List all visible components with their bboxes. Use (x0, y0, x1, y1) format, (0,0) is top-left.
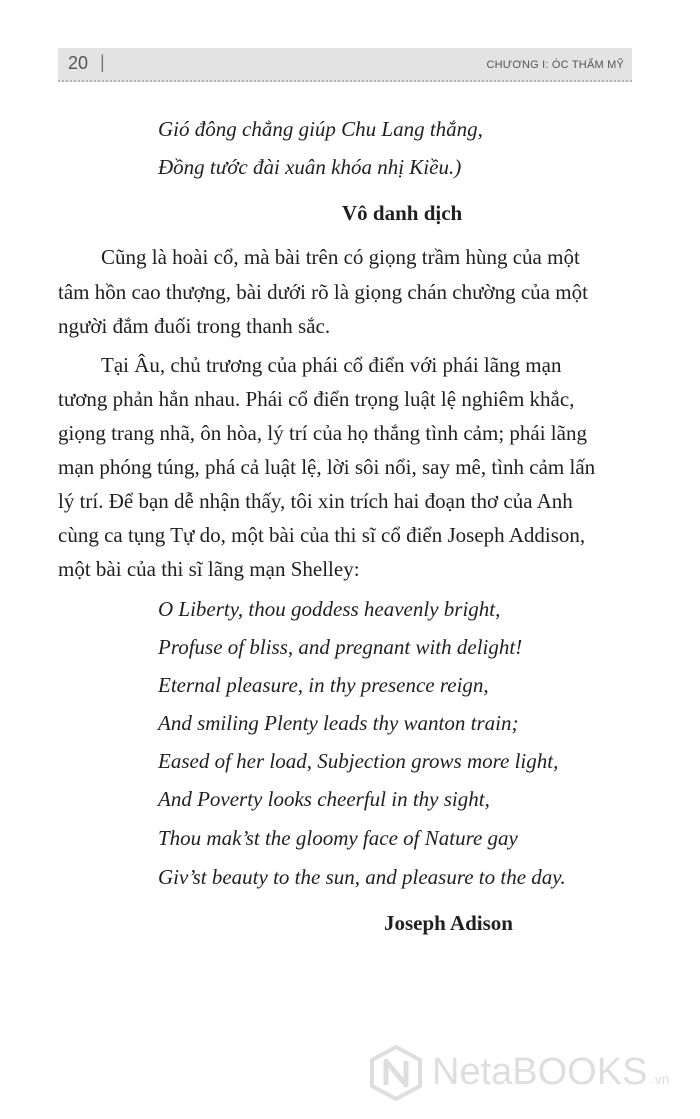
poem-line: And Poverty looks cheerful in thy sight, (158, 787, 490, 811)
paragraph-line: giọng trang nhã, ôn hòa, lý trí của họ thắng tình cảm; phái lãng (58, 421, 587, 445)
paragraph-line: mạn phóng túng, phá cả luật lệ, lời sôi nổi, say mê, tình cảm lấn (58, 455, 596, 479)
watermark (368, 1043, 688, 1103)
paragraph-line: tương phản hẳn nhau. Phái cổ điển trọng luật lệ nghiêm khắc, (58, 387, 575, 411)
paragraph-line: Cũng là hoài cổ, mà bài trên có giọng trầm hùng của một (101, 245, 580, 269)
poem-attribution: Joseph Adison (384, 911, 513, 935)
header-separator: | (100, 52, 105, 72)
netabooks-logo-icon (368, 1045, 424, 1101)
poem-line: Đồng tước đài xuân khóa nhị Kiều.) (158, 155, 462, 179)
paragraph-line: Tại Âu, chủ trương của phái cổ điển với phái lãng mạn (101, 353, 562, 377)
poem-line: Profuse of bliss, and pregnant with delight! (158, 635, 523, 659)
poem-line: Eased of her load, Subjection grows more light, (158, 749, 559, 773)
paragraph-line: lý trí. Để bạn dễ nhận thấy, tôi xin trích hai đoạn thơ của Anh (58, 489, 573, 513)
paragraph-line: cùng ca tụng Tự do, một bài của thi sĩ cổ điển Joseph Addison, (58, 523, 586, 547)
watermark-suffix: .vn (651, 1071, 670, 1087)
poem-attribution: Vô danh dịch (342, 201, 463, 225)
paragraph-line: tâm hồn cao thượng, bài dưới rõ là giọng chán chường của một (58, 280, 588, 304)
paragraph-line: người đắm đuối trong thanh sắc. (58, 314, 331, 338)
paragraph-line: một bài của thi sĩ lãng mạn Shelley: (58, 557, 360, 581)
poem-line: Gió đông chẳng giúp Chu Lang thắng, (158, 117, 483, 141)
page-number: 20 (68, 53, 89, 73)
chapter-title: CHƯƠNG I: ÓC THẨM MỸ (486, 59, 624, 71)
page-header (58, 48, 632, 82)
poem-line: O Liberty, thou goddess heavenly bright, (158, 597, 501, 621)
watermark-text: NetaBOOKS (432, 1051, 648, 1093)
poem-line: Thou mak’st the gloomy face of Nature gay (158, 826, 518, 850)
poem-line: And smiling Plenty leads thy wanton train; (158, 711, 519, 735)
poem-line: Giv’st beauty to the sun, and pleasure to the day. (158, 865, 566, 889)
poem-line: Eternal pleasure, in thy presence reign, (158, 673, 489, 697)
